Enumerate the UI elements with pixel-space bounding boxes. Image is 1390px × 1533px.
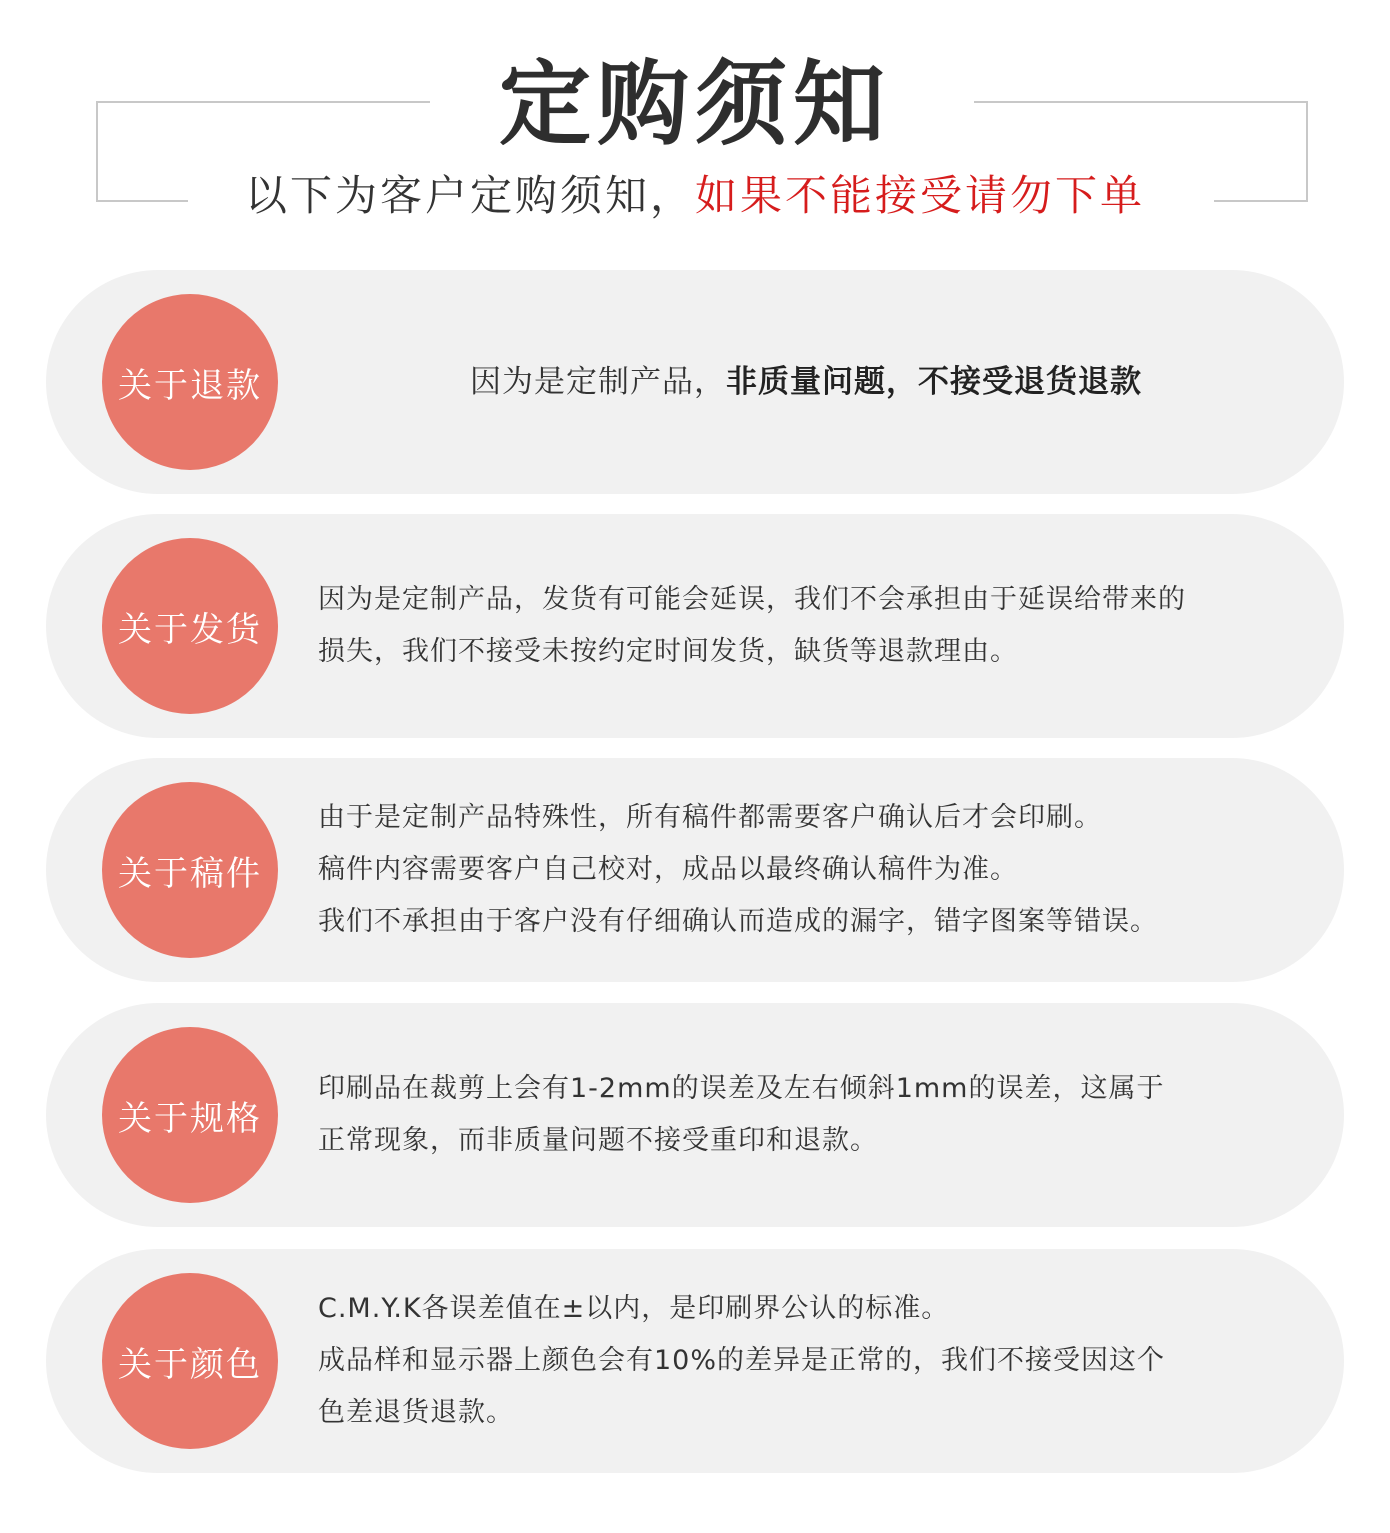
page-subtitle	[0, 168, 1390, 224]
notice-line: 损失，我们不接受未按约定时间发货，缺货等退款理由。	[318, 636, 1018, 667]
badge-shipping: 关于发货	[102, 538, 278, 714]
notice-text-refund	[318, 270, 1294, 494]
notice-emphasis: 非质量问题，不接受退货退款	[726, 364, 1142, 400]
badge-color: 关于颜色	[102, 1273, 278, 1449]
notice-line	[318, 356, 1294, 408]
subtitle-text: 以下为客户定购须知，	[244, 171, 695, 220]
notice-card-refund	[46, 270, 1344, 494]
notice-text-specification	[318, 1003, 1294, 1227]
notice-text-shipping	[318, 514, 1294, 738]
notice-line: 稿件内容需要客户自己校对，成品以最终确认稿件为准。	[318, 854, 1018, 885]
notice-line: 色差退货退款。	[318, 1397, 514, 1428]
notice-card-specification	[46, 1003, 1344, 1227]
subtitle-warning: 如果不能接受请勿下单	[695, 171, 1146, 220]
notice-line: 由于是定制产品特殊性，所有稿件都需要客户确认后才会印刷。	[318, 802, 1102, 833]
notice-text-artwork	[318, 758, 1294, 982]
page-title: 定购须知	[498, 51, 891, 158]
badge-artwork: 关于稿件	[102, 782, 278, 958]
badge-refund: 关于退款	[102, 294, 278, 470]
badge-specification: 关于规格	[102, 1027, 278, 1203]
notice-lead: 因为是定制产品，	[470, 364, 726, 400]
notice-card-artwork	[46, 758, 1344, 982]
notice-card-shipping	[46, 514, 1344, 738]
notice-line: 正常现象，而非质量问题不接受重印和退款。	[318, 1125, 878, 1156]
notice-line: 因为是定制产品，发货有可能会延误，我们不会承担由于延误给带来的	[318, 584, 1186, 615]
notice-line: C.M.Y.K各误差值在±以内，是印刷界公认的标准。	[318, 1293, 950, 1324]
notice-line: 成品样和显示器上颜色会有10%的差异是正常的，我们不接受因这个	[318, 1345, 1166, 1376]
notice-line: 我们不承担由于客户没有仔细确认而造成的漏字，错字图案等错误。	[318, 906, 1158, 937]
notice-card-color	[46, 1249, 1344, 1473]
notice-line: 印刷品在裁剪上会有1-2mm的误差及左右倾斜1mm的误差，这属于	[318, 1073, 1165, 1104]
notice-text-color	[318, 1249, 1294, 1473]
